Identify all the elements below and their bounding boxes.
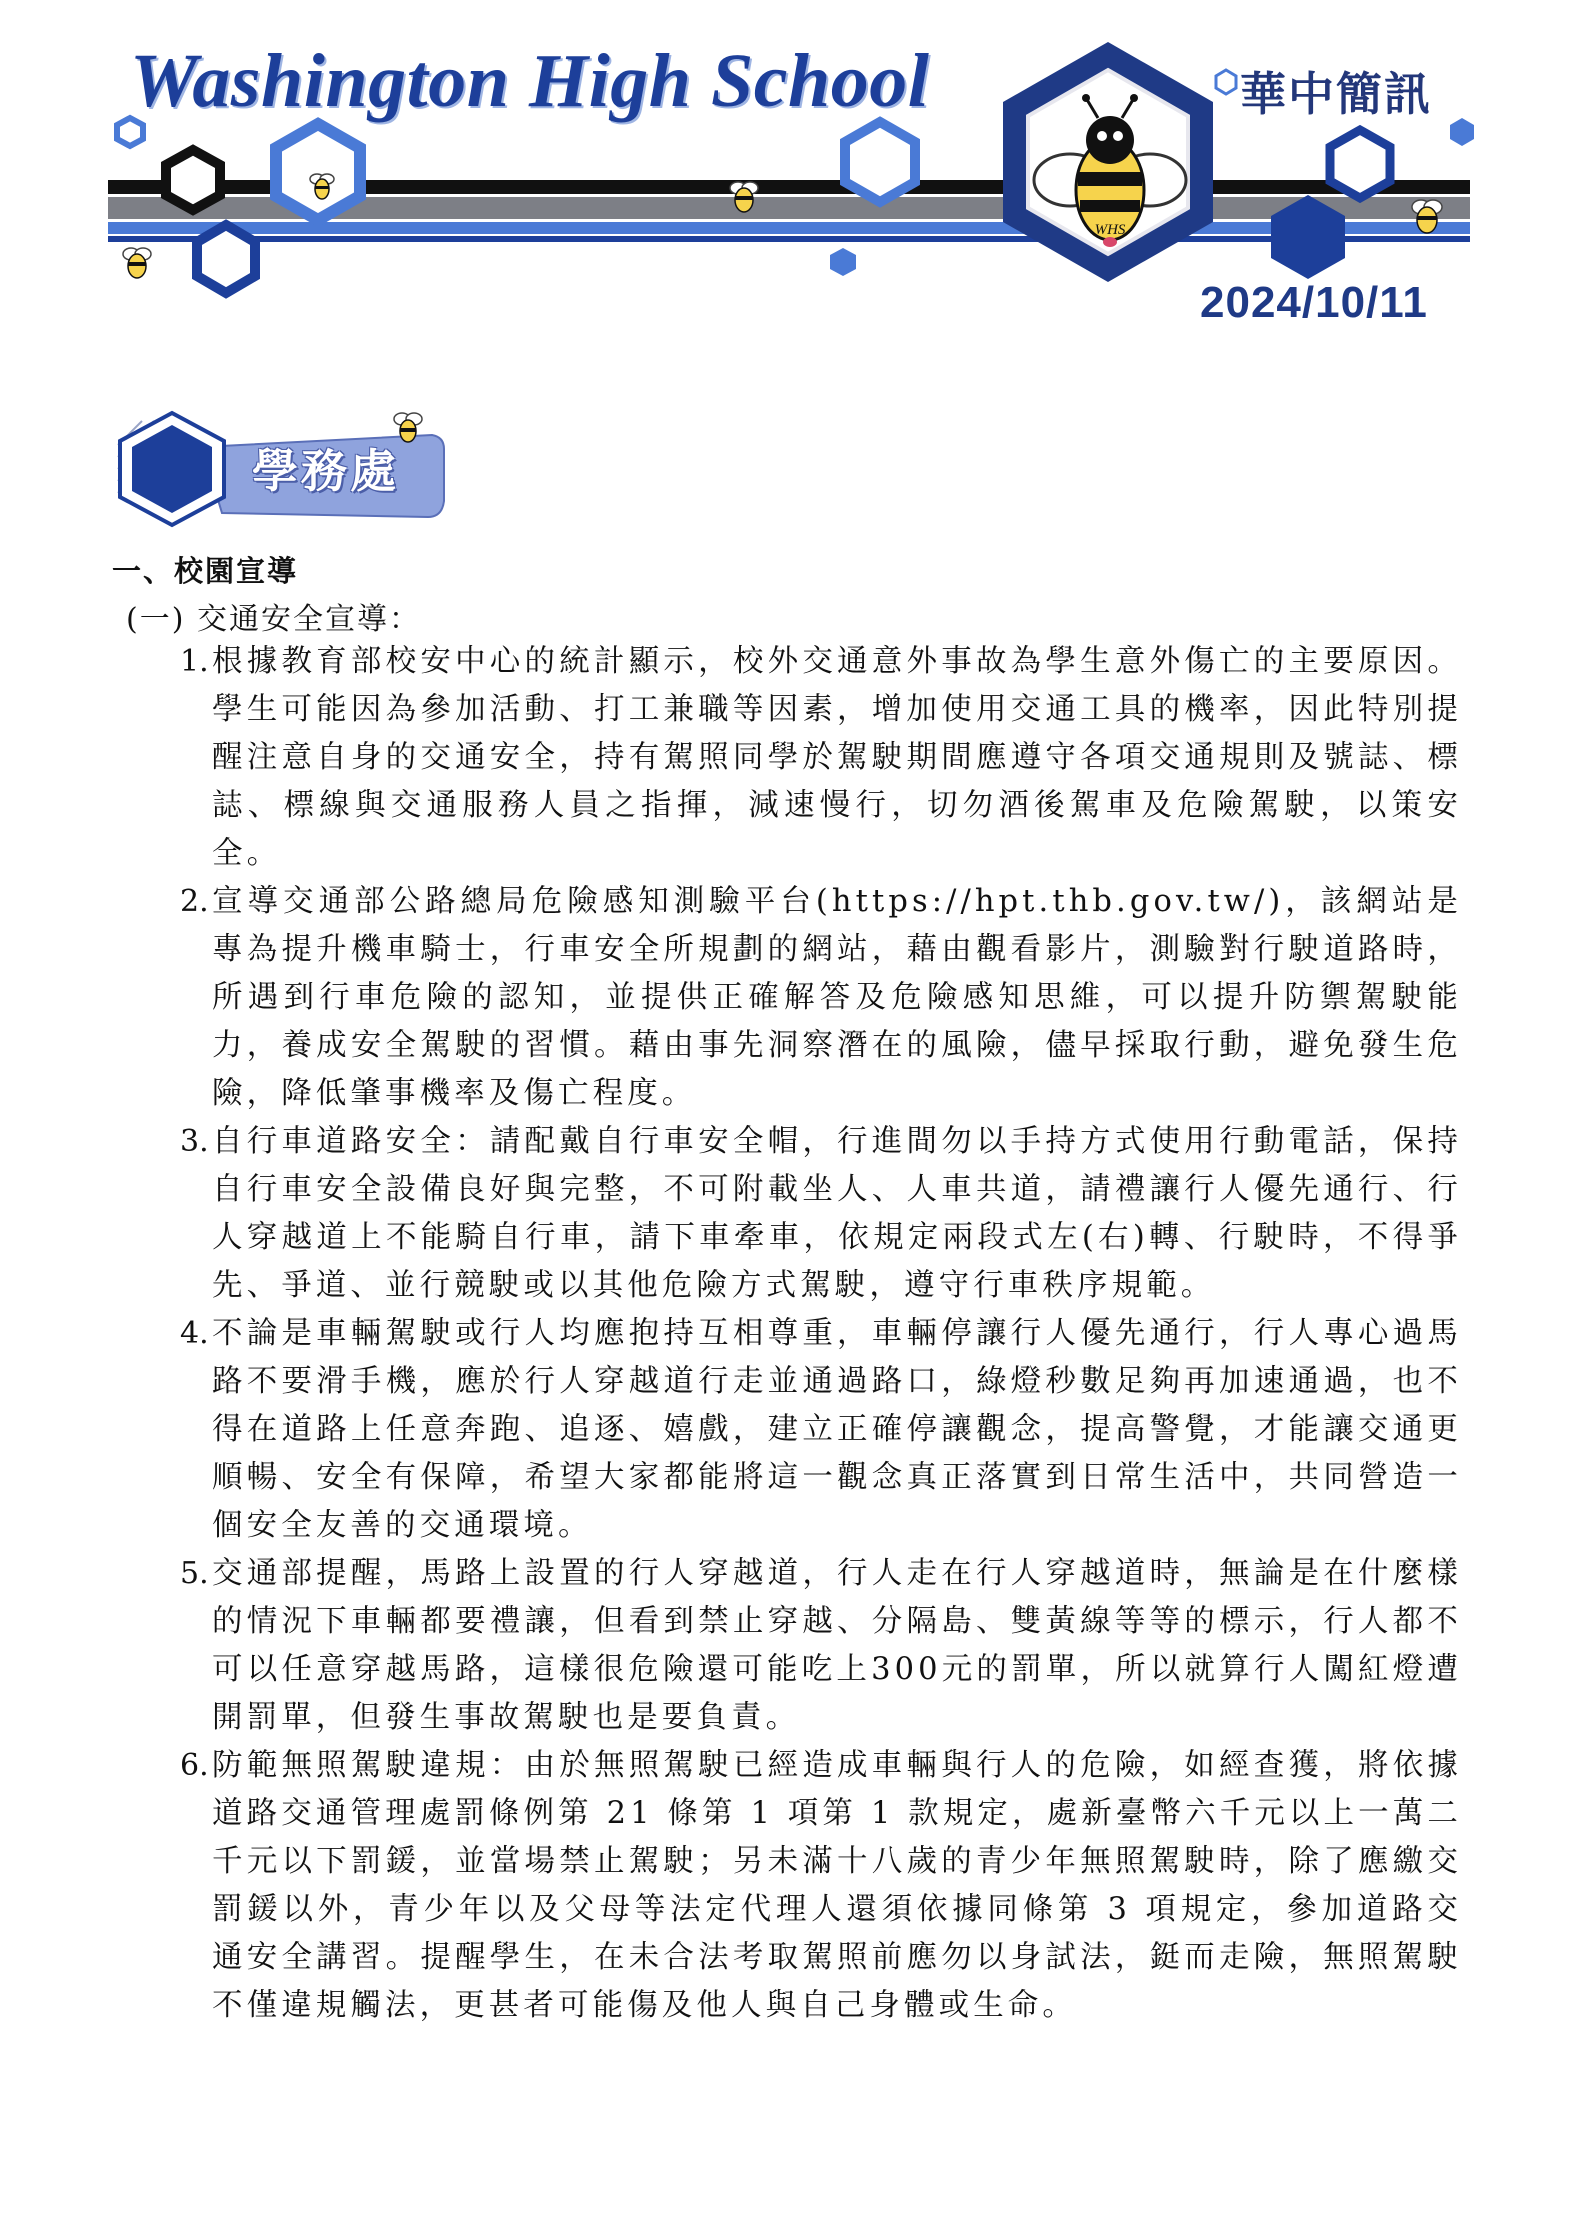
item-text: 交通部提醒，馬路上設置的行人穿越道，行人走在行人穿越道時，無論是在什麼樣的情況下車輛都要禮讓，但看到禁止穿越、分隔島、雙黃線等等的標示，行人都不可以任意穿越馬路，這樣很危險還可能吃上300元的罰單，所以就算行人闖紅燈遭開罰單，但發生事故駕駛也是要負責。 — [212, 1556, 1462, 1735]
item-number: 1. — [180, 644, 209, 679]
school-name: Washington High School — [130, 39, 930, 123]
item-text: 根據教育部校安中心的統計顯示，校外交通意外事故為學生意外傷亡的主要原因。學生可能因為參加活動、打工兼職等因素，增加使用交通工具的機率，因此特別提醒注意自身的交通安全，持有駕照同學於駕駛期間應遵守各項交通規則及號誌、標誌、標線與交通服務人員之指揮，減速慢行，切勿酒後駕車及危險駕駛，以策安全。 — [212, 644, 1462, 871]
issue-date: 2024/10/11 — [1200, 278, 1428, 327]
newsletter-header — [0, 0, 1577, 360]
item-text: 不論是車輛駕駛或行人均應抱持互相尊重，車輛停讓行人優先通行，行人專心過馬路不要滑手機，應於行人穿越道行走並通過路口，綠燈秒數足夠再加速通過，也不得在道路上任意奔跑、追逐、嬉戲，建立正確停讓觀念，提高警覺，才能讓交通更順暢、安全有保障，希望大家都能將這一觀念真正落實到日常生活中，共同營造一個安全友善的交通環境。 — [212, 1316, 1462, 1543]
item-number: 4. — [180, 1316, 209, 1351]
header-band-navy — [108, 236, 1470, 242]
section-title: 學務處 — [252, 444, 399, 498]
list-item — [180, 878, 1480, 1118]
list-item — [180, 1550, 1480, 1742]
section-badge — [112, 405, 452, 535]
newsletter-name: 華中簡訊 — [1240, 67, 1432, 121]
item-text: 宣導交通部公路總局危險感知測驗平台(https://hpt.thb.gov.tw/)，該網站是專為提升機車騎士，行車安全所規劃的網站，藉由觀看影片，測驗對行駛道路時，所遇到行車危險的認知，並提供正確解答及危險感知思維，可以提升防禦駕駛能力，養成安全駕駛的習慣。藉由事先洞察潛在的風險，儘早採取行動，避免發生危險，降低肇事機率及傷亡程度。 — [212, 884, 1462, 1111]
school-bee-logo — [1003, 42, 1213, 282]
list-item — [180, 1310, 1480, 1550]
item-number: 2. — [180, 884, 209, 919]
list-item — [180, 1118, 1480, 1310]
list-item — [180, 1742, 1480, 2030]
header-band-blue — [108, 222, 1470, 234]
item-text: 自行車道路安全：請配戴自行車安全帽，行進間勿以手持方式使用行動電話，保持自行車安全設備良好與完整，不可附載坐人、人車共道，請禮讓行人優先通行、行人穿越道上不能騎自行車，請下車牽車，依規定兩段式左(右)轉、行駛時，不得爭先、爭道、並行競駛或以其他危險方式駕駛，遵守行車秩序規範。 — [212, 1124, 1462, 1303]
heading-traffic-safety: (一) 交通安全宣導： — [126, 602, 421, 637]
item-number: 5. — [180, 1556, 209, 1591]
logo-whs-text: WHS — [1094, 222, 1126, 238]
list-item — [180, 638, 1480, 878]
item-text: 防範無照駕駛違規：由於無照駕駛已經造成車輛與行人的危險，如經查獲，將依據道路交通管理處罰條例第 21 條第 1 項第 1 款規定，處新臺幣六千元以上一萬二千元以下罰鍰，並當場禁止駕駛；另未滿十八歲的青少年無照駕駛時，除了應繳交罰鍰以外，青少年以及父母等法定代理人還須依據同條第 3 項規定，參加道路交通安全講習。提醒學生，在未合法考取駕照前應勿以身試法，鋌而走險，無照駕駛不僅違規觸法，更甚者可能傷及他人與自己身體或生命。 — [212, 1748, 1462, 2023]
item-number: 6. — [180, 1748, 209, 1783]
item-list — [180, 638, 1480, 2030]
heading-campus-promotion: 一、校園宣導 — [112, 554, 299, 588]
item-number: 3. — [180, 1124, 209, 1159]
